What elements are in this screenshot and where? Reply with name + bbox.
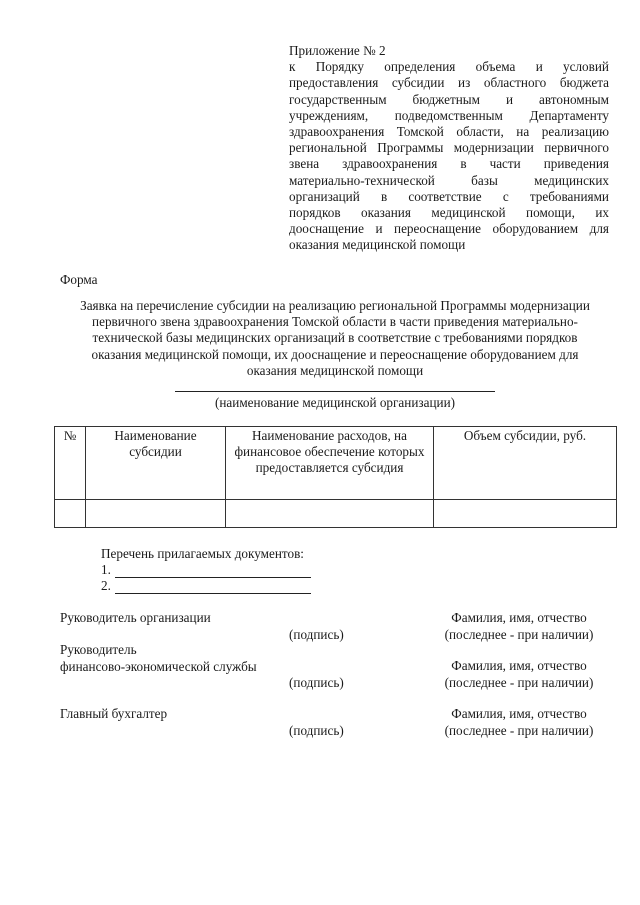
subsidy-table	[54, 426, 617, 528]
signature-caption: (подпись)	[289, 675, 344, 690]
title-line: оказания медицинской помощи	[246, 362, 424, 378]
document-item-field[interactable]	[115, 565, 311, 578]
title-line: оказания медицинской помощи, их дооснащение и переоснащение оборудованием для	[91, 346, 579, 362]
signature-head	[60, 610, 620, 644]
table-cell[interactable]	[434, 500, 617, 528]
document-item	[101, 578, 311, 594]
fio-note: (последнее - при наличии)	[444, 675, 594, 690]
appendix-line: порядков оказания медицинской помощи, их	[289, 205, 609, 221]
col-header-subsidy-amount: Объем субсидии, руб.	[434, 427, 617, 500]
signature-caption: (подпись)	[289, 723, 344, 738]
fio-note: (последнее - при наличии)	[444, 627, 594, 642]
table-cell[interactable]	[226, 500, 434, 528]
appendix-line: здравоохранения Томской области, на реализацию	[289, 124, 609, 140]
signature-caption: (подпись)	[289, 627, 344, 642]
signature-role-line: Руководитель	[60, 642, 137, 657]
appendix-block	[289, 43, 609, 254]
col-header-number: №	[55, 427, 86, 500]
application-title	[55, 298, 615, 379]
document-item	[101, 562, 311, 578]
document-item-number: 2.	[101, 578, 111, 593]
table-header-row	[55, 427, 617, 500]
col-header-expense-name: Наименование расходов, на финансовое обеспечение которых предоставляется субсидия	[226, 427, 434, 500]
attached-documents	[101, 546, 311, 594]
document-item-field[interactable]	[115, 581, 311, 594]
form-label: Форма	[60, 272, 98, 287]
appendix-line: к Порядку определения объема и условий	[289, 59, 609, 75]
appendix-line: материально-технической базы медицинских	[289, 172, 609, 188]
appendix-line: дооснащение и переоснащение оборудованием для	[289, 221, 609, 237]
signature-accountant	[60, 706, 620, 740]
signature-finance	[60, 642, 620, 692]
appendix-line: учреждениям, подведомственным Департаменту	[289, 107, 609, 123]
org-name-underline	[175, 391, 495, 392]
signature-role: Главный бухгалтер	[60, 706, 168, 721]
table-cell[interactable]	[86, 500, 226, 528]
documents-title: Перечень прилагаемых документов:	[101, 546, 304, 561]
fio-label: Фамилия, имя, отчество	[451, 706, 587, 721]
title-line: первичного звена здравоохранения Томской области в части приведения материально-	[92, 314, 578, 330]
table-cell[interactable]	[55, 500, 86, 528]
title-line: технической базы медицинских организаций в соответствие с требованиями порядков	[92, 330, 578, 346]
document-item-number: 1.	[101, 562, 111, 577]
col-header-subsidy-name: Наименование субсидии	[86, 427, 226, 500]
appendix-line: региональной Программы модернизации первичного	[289, 140, 609, 156]
org-name-caption: (наименование медицинской организации)	[214, 395, 456, 410]
fio-label: Фамилия, имя, отчество	[451, 658, 587, 673]
appendix-line: организаций в соответствие с требованиями	[289, 188, 609, 204]
appendix-line: государственным бюджетным и автономным	[289, 91, 609, 107]
appendix-line: предоставления субсидии из областного бюджета	[289, 75, 609, 91]
appendix-line: звена здравоохранения в части приведения	[289, 156, 609, 172]
appendix-line: оказания медицинской помощи	[289, 237, 466, 253]
title-line: Заявка на перечисление субсидии на реализацию региональной Программы модернизации	[80, 298, 590, 313]
fio-label: Фамилия, имя, отчество	[451, 610, 587, 625]
signature-role	[60, 642, 257, 675]
fio-note: (последнее - при наличии)	[444, 723, 594, 738]
signature-role-line: финансово-экономической службы	[60, 658, 257, 674]
appendix-text	[289, 59, 609, 253]
appendix-title: Приложение № 2	[289, 43, 386, 58]
table-row	[55, 500, 617, 528]
signature-role: Руководитель организации	[60, 610, 211, 625]
